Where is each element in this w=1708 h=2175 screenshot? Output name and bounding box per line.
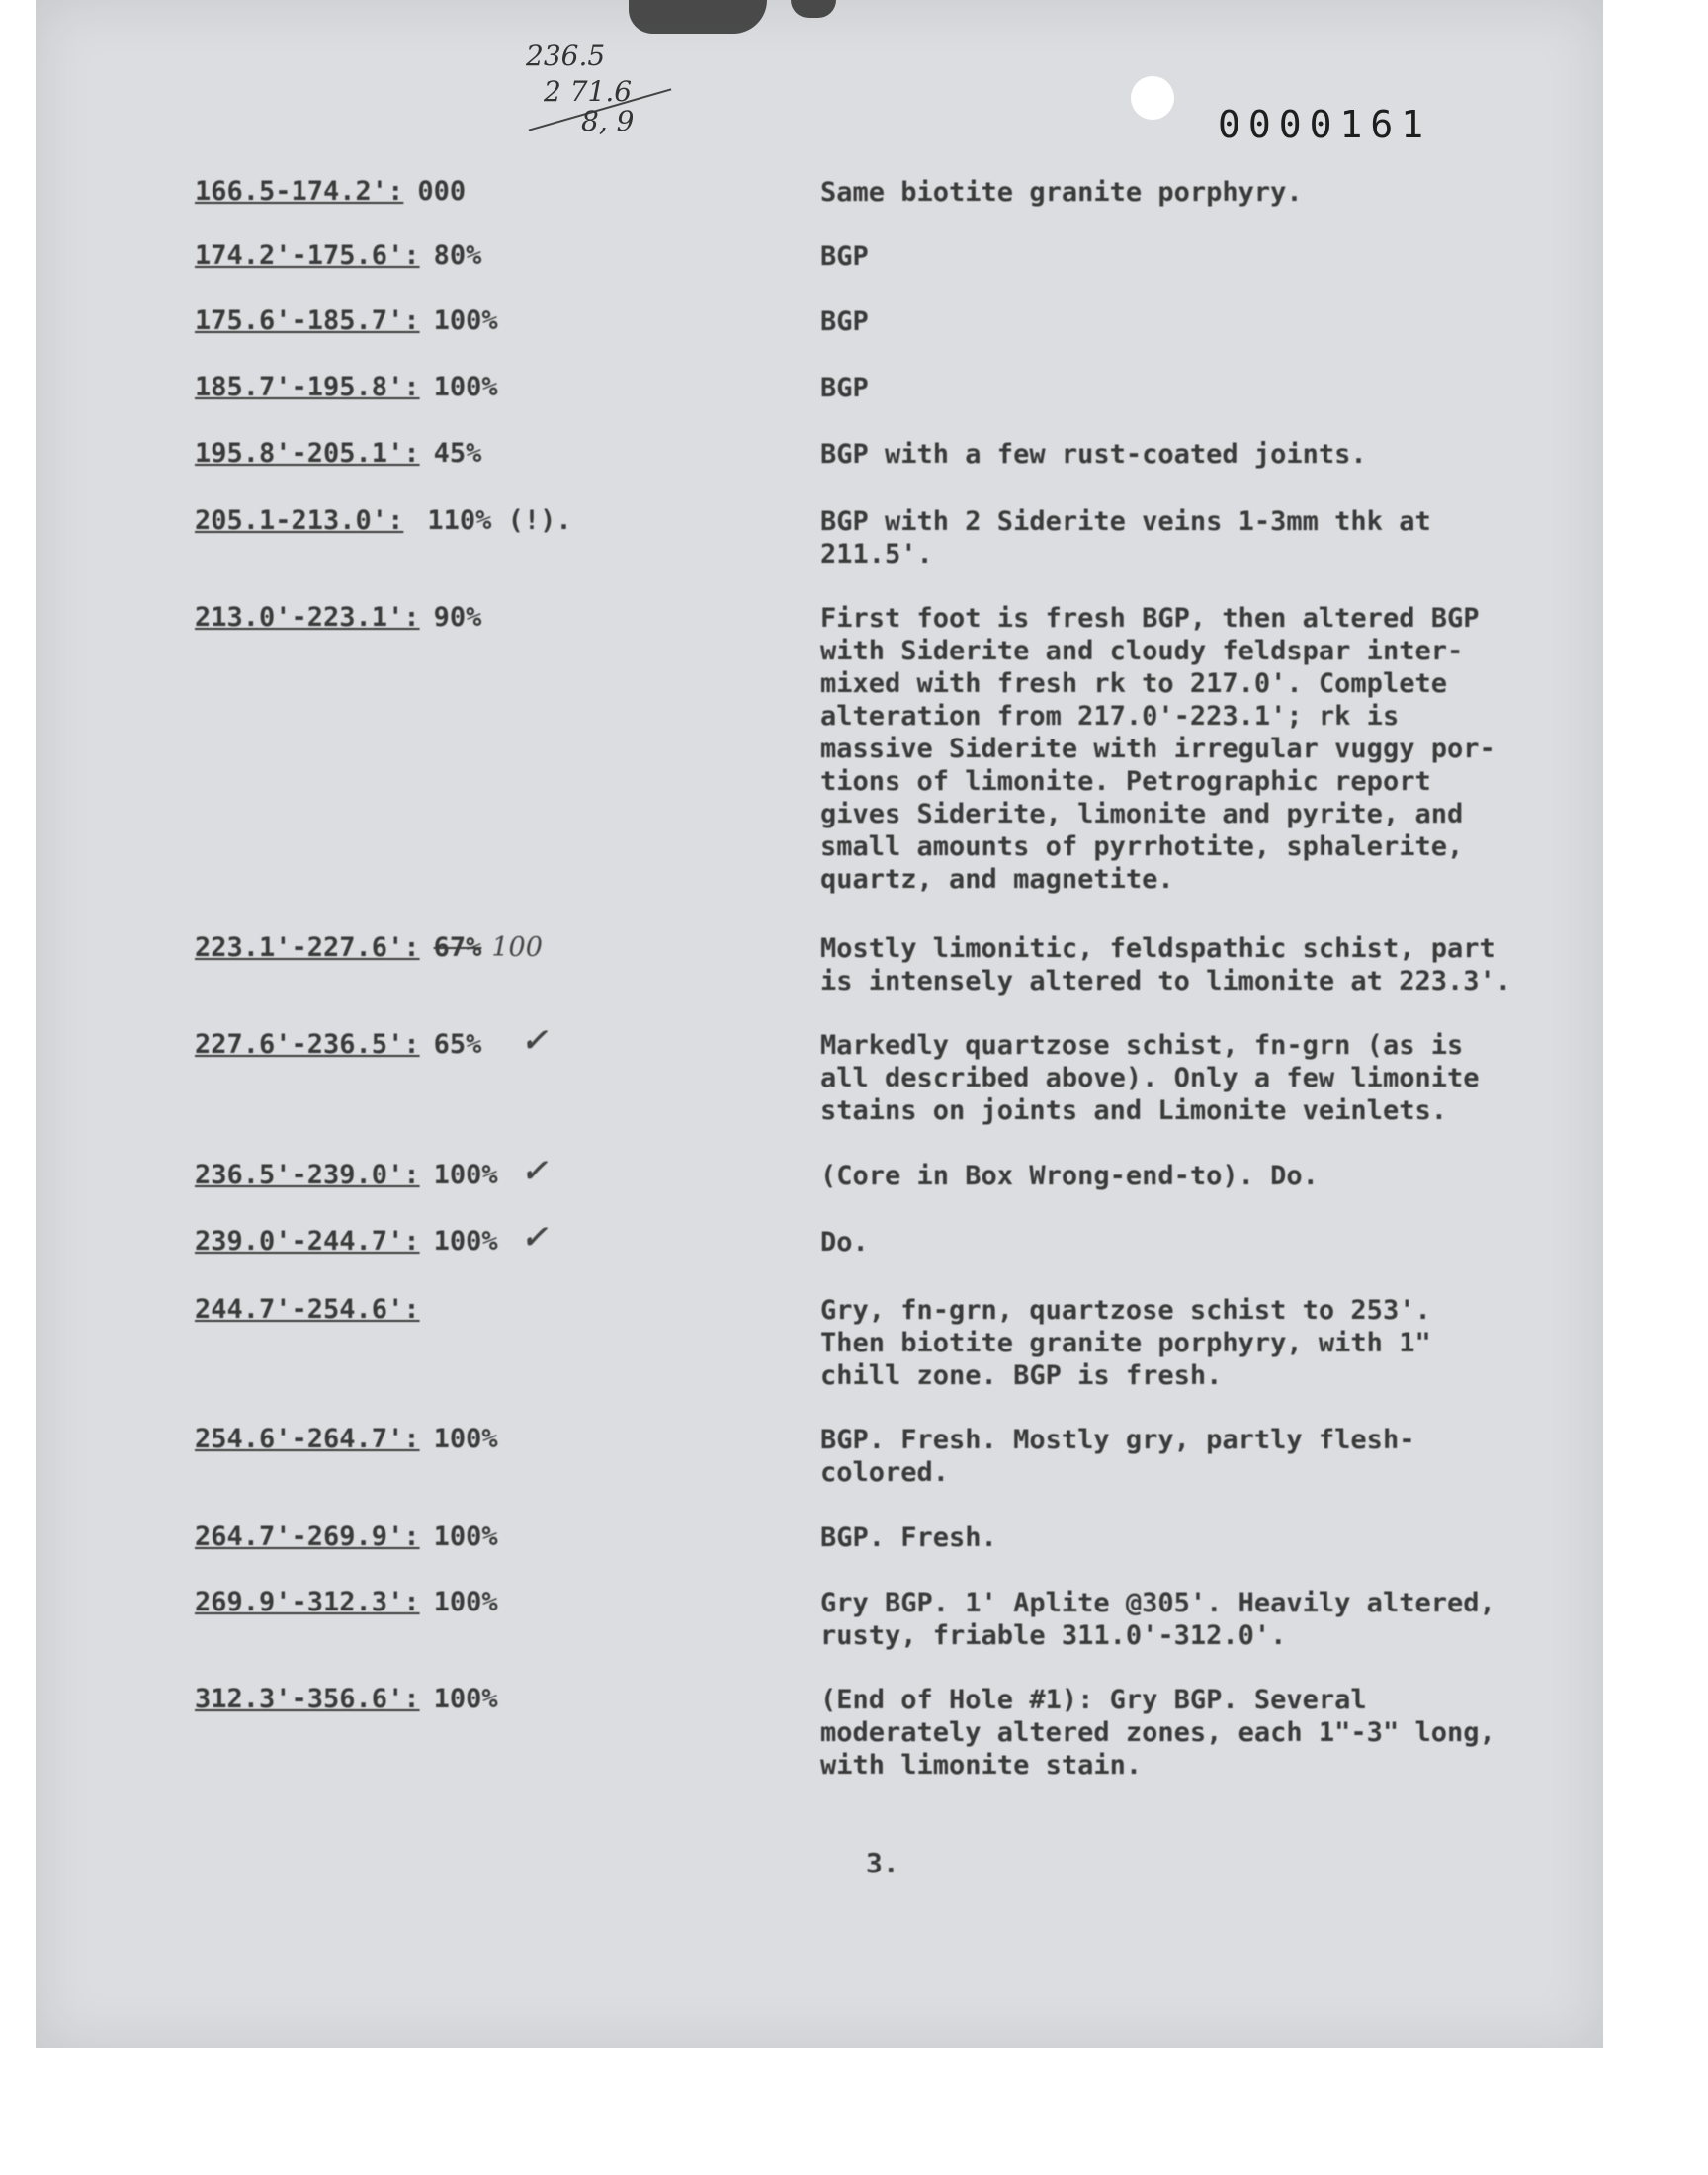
- check-mark: ✓: [521, 1021, 548, 1059]
- depth-interval: [195, 1522, 808, 1552]
- recovery-percent: 67%: [433, 932, 482, 963]
- depth-interval: [195, 1021, 808, 1060]
- entry-description: (End of Hole #1): Gry BGP. Several moderately altered zones, each 1"-3" long, with limonite stain.: [820, 1685, 1495, 1781]
- handwritten-line: 236.5: [526, 40, 606, 72]
- recovery-percent: 80%: [433, 240, 482, 271]
- depth-interval: [195, 176, 808, 207]
- depth-range: 185.7'-195.8':: [195, 372, 420, 402]
- depth-interval: [195, 932, 808, 963]
- entry-description: Do.: [820, 1227, 869, 1258]
- entry-description: Gry BGP. 1' Aplite @305'. Heavily altered, rusty, friable 311.0'-312.0'.: [820, 1588, 1495, 1651]
- recovery-percent: 100%: [433, 1522, 498, 1552]
- depth-interval: [195, 438, 808, 469]
- depth-interval: [195, 1294, 808, 1325]
- recovery-percent: 100%: [433, 305, 498, 336]
- depth-interval: [195, 1587, 808, 1617]
- entry-description: BGP: [820, 241, 869, 272]
- entry-description: BGP with 2 Siderite veins 1-3mm thk at 211.5'.: [820, 506, 1431, 569]
- handwritten-correction: 100: [491, 932, 543, 963]
- depth-interval: [195, 240, 808, 271]
- depth-range: 174.2'-175.6':: [195, 240, 420, 271]
- depth-range: 223.1'-227.6':: [195, 932, 420, 963]
- recovery-percent: 100%: [433, 372, 498, 402]
- recovery-percent: 100%: [433, 1160, 498, 1190]
- entry-description: BGP with a few rust-coated joints.: [820, 439, 1367, 470]
- page-number: 3.: [866, 1847, 899, 1879]
- depth-interval: [195, 1152, 808, 1190]
- depth-range: 239.0'-244.7':: [195, 1226, 420, 1257]
- recovery-percent: 100%: [433, 1684, 498, 1714]
- entry-description: (Core in Box Wrong-end-to). Do.: [820, 1161, 1319, 1191]
- depth-range: 264.7'-269.9':: [195, 1522, 420, 1552]
- depth-interval: [195, 1684, 808, 1714]
- handwritten-line: 8, 9: [581, 105, 635, 137]
- entry-description: BGP: [820, 373, 869, 403]
- check-mark: ✓: [521, 1152, 548, 1189]
- depth-range: 254.6'-264.7':: [195, 1424, 420, 1454]
- depth-range: 166.5-174.2':: [195, 176, 404, 207]
- recovery-percent: 65%: [433, 1029, 482, 1060]
- depth-range: 244.7'-254.6':: [195, 1294, 420, 1325]
- depth-range: 195.8'-205.1':: [195, 438, 420, 469]
- depth-interval: [195, 372, 808, 402]
- recovery-percent: 110% (!).: [427, 505, 572, 536]
- depth-interval: [195, 305, 808, 336]
- entry-description: Markedly quartzose schist, fn-grn (as is all described above). Only a few limonite stains on joints and Limonite veinlets.: [820, 1030, 1480, 1126]
- document-number: 0000161: [1218, 103, 1432, 146]
- depth-range: 312.3'-356.6':: [195, 1684, 420, 1714]
- check-mark: ✓: [521, 1218, 548, 1256]
- entry-description: BGP. Fresh. Mostly gry, partly flesh- colored.: [820, 1425, 1415, 1488]
- recovery-percent: 45%: [433, 438, 482, 469]
- entry-description: Gry, fn-grn, quartzose schist to 253'. Then biotite granite porphyry, with 1" chill zone. BGP is fresh.: [820, 1295, 1431, 1391]
- depth-range: 269.9'-312.3':: [195, 1587, 420, 1617]
- depth-range: 213.0'-223.1':: [195, 602, 420, 633]
- depth-interval: [195, 505, 808, 536]
- recovery-percent: 100%: [433, 1226, 498, 1257]
- depth-interval: [195, 602, 808, 633]
- recovery-percent: 100%: [433, 1424, 498, 1454]
- handwritten-line: 2 71.6: [544, 75, 633, 108]
- recovery-percent: 90%: [433, 602, 482, 633]
- recovery-percent: 100%: [433, 1587, 498, 1617]
- entry-description: Same biotite granite porphyry.: [820, 177, 1303, 208]
- depth-interval: [195, 1424, 808, 1454]
- entry-description: BGP. Fresh.: [820, 1522, 997, 1553]
- depth-range: 236.5'-239.0':: [195, 1160, 420, 1190]
- depth-range: 205.1-213.0':: [195, 505, 404, 536]
- depth-range: 175.6'-185.7':: [195, 305, 420, 336]
- depth-interval: [195, 1218, 808, 1257]
- entry-description: Mostly limonitic, feldspathic schist, part is intensely altered to limonite at 223.3'.: [820, 933, 1511, 997]
- depth-range: 227.6'-236.5':: [195, 1029, 420, 1060]
- entry-description: BGP: [820, 306, 869, 337]
- entry-description: First foot is fresh BGP, then altered BGP with Siderite and cloudy feldspar inter- mixed with fresh rk to 217.0'. Complete alteration from 217.0'-223.1'; rk is massive Siderite with irregular vuggy por- tions of limonite. Petrographic report gives Siderite, limonite and pyrite, and small amounts of pyrrhotite, sphalerite, quartz, and magnetite.: [820, 603, 1495, 895]
- recovery-percent: 000: [417, 176, 467, 207]
